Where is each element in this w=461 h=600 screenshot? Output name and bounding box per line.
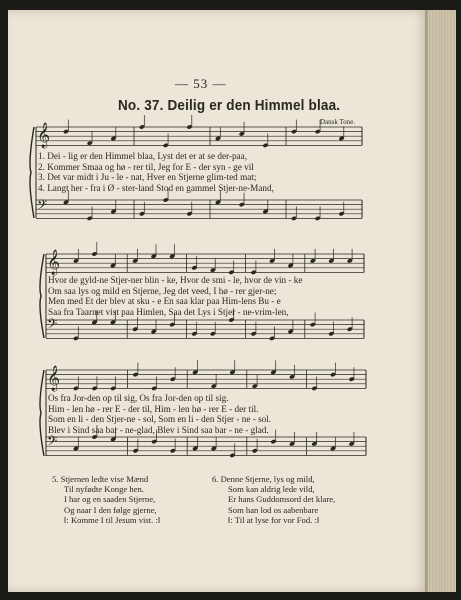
lyric-line: Saa fra Taarnet vist paa Himlen, Saa det Lys i Stjer - ne-vrim-len,	[48, 307, 289, 318]
tune-note: Dansk Tone.	[320, 118, 356, 126]
bass-clef-icon: 𝄢	[47, 316, 58, 335]
verse-line: Som han lod os aabenbare	[228, 504, 319, 515]
verse-line: Og naar I den følge gjerne,	[64, 504, 157, 515]
system-brace	[30, 127, 34, 218]
lyric-line: Os fra Jor-den op til sig, Os fra Jor-den op til sig.	[48, 393, 229, 403]
verse-line: Til nyfødte Konge hen.	[64, 484, 144, 495]
page-number: — 53 —	[175, 76, 227, 91]
system-brace	[40, 370, 44, 456]
verse-line: Er hans Guddomsord det klare,	[228, 494, 336, 505]
lyric-line: 4. Langt her - fra i Ø - ster-land Stod en gammel Stjer-ne-Mand,	[38, 183, 274, 194]
system-1-lyrics	[38, 151, 274, 194]
lyric-line: Blev i Sind saa bar - ne-glad, Blev i Sind saa bar - ne - glad.	[48, 425, 269, 436]
lyric-line: 2. Kommer Smaa og hø - rer til, Jeg for E - der syn - ge vil	[38, 161, 254, 172]
treble-clef-icon: 𝄞	[47, 250, 61, 275]
verse-5	[52, 474, 160, 525]
verse-line: I har og en saaden Stjerne,	[64, 494, 156, 505]
lyric-line: 3. Det var midt i Ju - le - nat, Hver en Stjerne glim-ted mat;	[38, 172, 257, 183]
treble-clef-icon: 𝄞	[47, 366, 61, 391]
verse-line: ‖: Komme I til Jesum vist. :‖	[64, 514, 161, 525]
verse-line: Som kan aldrig lede vild,	[228, 484, 315, 495]
verse-line: 5. Stjernen ledte vise Mænd	[52, 474, 149, 484]
lyric-line: 1. Dei - lig er den Himmel blaa, Lyst det er at se der-paa,	[38, 151, 248, 161]
verse-6	[212, 474, 335, 525]
lyric-line: Men med Et der blev at sku - e En saa klar paa Him-lens Bu - e	[48, 296, 281, 307]
system-2-lyrics	[48, 275, 302, 318]
bass-clef-icon: 𝄢	[37, 197, 48, 216]
system-3-lyrics	[48, 393, 271, 436]
verse-line: ‖: Til at lyse for vor Fod. :‖	[228, 514, 320, 525]
lyric-line: Hvor de gyld-ne Stjer-ner blin - ke, Hvor de smi - le, hvor de vin - ke	[48, 275, 303, 285]
lyric-line: Som en li - den Stjer-ne - sol, Som en li - den Stjer - ne - sol.	[48, 414, 272, 425]
system-brace	[40, 254, 44, 338]
lyric-line: Om saa lys og mild en Stjerne, Jeg det veed, I hø - rer gjer-ne;	[48, 285, 277, 296]
bass-clef-icon: 𝄢	[47, 433, 58, 452]
verse-line: 6. Denne Stjerne, lys og mild,	[212, 474, 315, 484]
treble-clef-icon: 𝄞	[37, 123, 51, 148]
lyric-line: Him - len hø - rer E - der til, Him - len hø - rer E - der til.	[48, 403, 259, 414]
hymn-title: No. 37. Deilig er den Himmel blaa.	[118, 97, 341, 114]
